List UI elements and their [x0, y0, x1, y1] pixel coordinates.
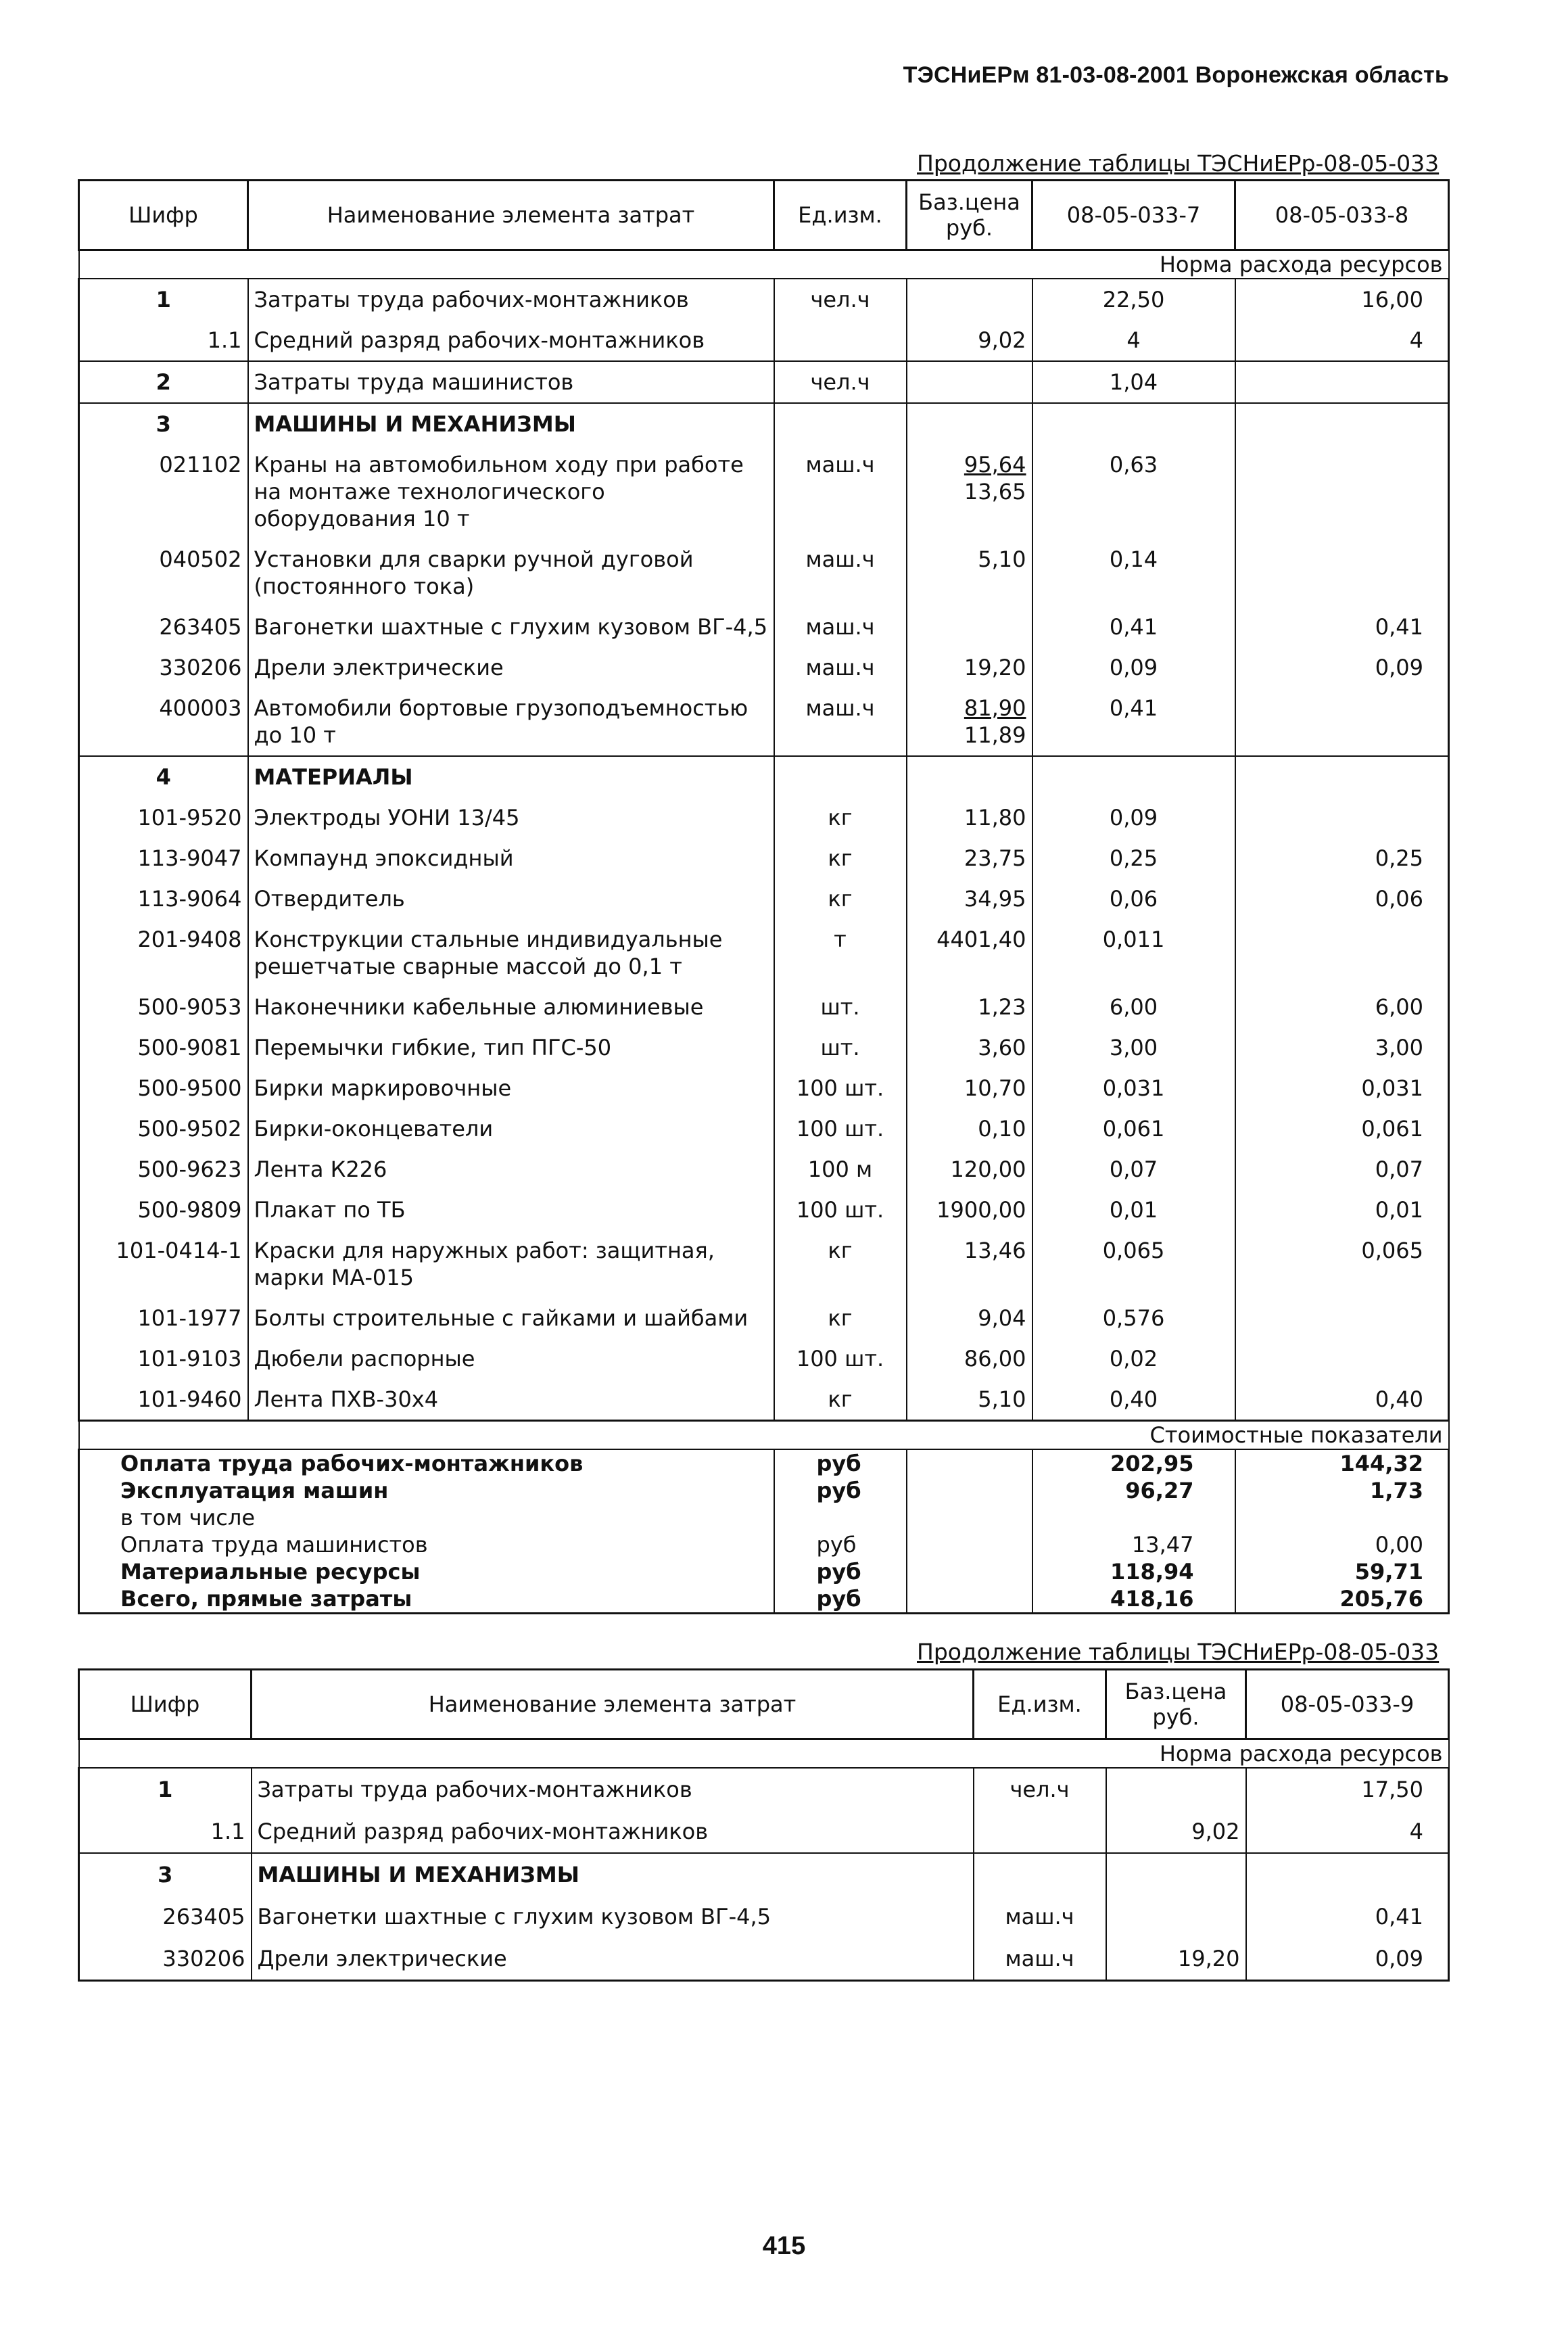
row-value-7: 0,576: [1032, 1298, 1235, 1338]
row-value-8: 0,09: [1235, 647, 1449, 688]
cost-unit: [774, 1504, 907, 1531]
row-value-7: 0,07: [1032, 1149, 1235, 1190]
table-row: [79, 1810, 1449, 1853]
row-name: Затраты труда рабочих-монтажников: [248, 279, 774, 320]
cost-value-7: 202,95: [1032, 1449, 1235, 1477]
row-name: Бирки маркировочные: [248, 1068, 774, 1108]
row-price-value: 19,20: [964, 655, 1026, 680]
table-row: [79, 361, 1449, 403]
row-value-7: 0,065: [1032, 1230, 1235, 1298]
resource-table-1: [78, 179, 1450, 1614]
cost-empty: [907, 1531, 1032, 1558]
row-price-value: 81,90: [964, 695, 1026, 721]
row-unit: маш.ч: [974, 1938, 1106, 1981]
row-price: [907, 1338, 1032, 1379]
row-code: 101-1977: [79, 1298, 248, 1338]
row-value-8: [1235, 444, 1449, 539]
row-price: [1106, 1896, 1246, 1938]
row-unit: кг: [774, 1298, 907, 1338]
row-unit: 100 шт.: [774, 1190, 907, 1230]
row-price: [907, 797, 1032, 838]
table-row: [79, 1338, 1449, 1379]
table-row: [79, 1768, 1449, 1810]
row-unit: 100 шт.: [774, 1338, 907, 1379]
row-price: [907, 1379, 1032, 1421]
row-price-value: 3,60: [978, 1035, 1026, 1060]
row-name: Перемычки гибкие, тип ПГС-50: [248, 1027, 774, 1068]
row-code: 021102: [79, 444, 248, 539]
table-row: [79, 539, 1449, 607]
cost-empty: [907, 1449, 1032, 1477]
row-code: 201-9408: [79, 919, 248, 987]
cost-label: Стоимостные показатели: [79, 1421, 1449, 1450]
row-price: [907, 607, 1032, 647]
row-price-value: 9,04: [978, 1305, 1026, 1331]
row-price-value: 11,80: [964, 805, 1026, 830]
cost-empty: [907, 1558, 1032, 1585]
row-price: [907, 539, 1032, 607]
row-name: МАШИНЫ И МЕХАНИЗМЫ: [248, 403, 774, 444]
row-unit: чел.ч: [974, 1768, 1106, 1810]
col-header-code: Шифр: [79, 1670, 252, 1739]
row-name: Лента ПХВ-30х4: [248, 1379, 774, 1421]
row-code: 500-9500: [79, 1068, 248, 1108]
col-header-name: Наименование элемента затрат: [252, 1670, 974, 1739]
cost-value-8: 205,76: [1235, 1585, 1449, 1614]
table-row: [79, 1298, 1449, 1338]
cost-value-8: [1235, 1504, 1449, 1531]
row-unit: 100 шт.: [774, 1108, 907, 1149]
row-name: Краски для наружных работ: защитная, марки МА-015: [248, 1230, 774, 1298]
row-price-value: 13,46: [964, 1238, 1026, 1263]
row-unit: маш.ч: [774, 444, 907, 539]
row-unit: маш.ч: [774, 688, 907, 756]
row-value-7: 0,06: [1032, 879, 1235, 919]
table-row: [79, 1027, 1449, 1068]
resource-table-2: [78, 1668, 1450, 1982]
table-row: [79, 1108, 1449, 1149]
row-code: 113-9064: [79, 879, 248, 919]
row-unit: маш.ч: [774, 607, 907, 647]
row-unit: чел.ч: [774, 361, 907, 403]
row-code: 1: [79, 279, 248, 320]
cost-value-8: 0,00: [1235, 1531, 1449, 1558]
row-name: Установки для сварки ручной дуговой (постоянного тока): [248, 539, 774, 607]
table-row: [79, 1379, 1449, 1421]
row-name: Наконечники кабельные алюминиевые: [248, 987, 774, 1027]
row-value-9: 0,09: [1246, 1938, 1449, 1981]
row-price: 19,20: [1106, 1938, 1246, 1981]
row-price: [907, 1190, 1032, 1230]
row-code: 263405: [79, 607, 248, 647]
cost-empty: [907, 1585, 1032, 1614]
row-code: 113-9047: [79, 838, 248, 879]
table-row: [79, 1190, 1449, 1230]
row-price: [907, 647, 1032, 688]
row-name: Электроды УОНИ 13/45: [248, 797, 774, 838]
row-code: 4: [79, 756, 248, 797]
row-value-8: 0,41: [1235, 607, 1449, 647]
row-price: [907, 838, 1032, 879]
row-value-7: 22,50: [1032, 279, 1235, 320]
row-code: 500-9502: [79, 1108, 248, 1149]
table1-header-row: [79, 181, 1449, 250]
row-price: [907, 688, 1032, 756]
row-name: Дрели электрические: [248, 647, 774, 688]
row-price: [907, 879, 1032, 919]
row-unit: 100 шт.: [774, 1068, 907, 1108]
row-code: 1: [79, 1768, 252, 1810]
row-value-8: [1235, 797, 1449, 838]
row-value-7: 0,14: [1032, 539, 1235, 607]
row-value-8: 0,06: [1235, 879, 1449, 919]
cost-unit: руб: [774, 1585, 907, 1614]
row-price: [907, 1298, 1032, 1338]
row-value-9: 0,41: [1246, 1896, 1449, 1938]
col-header-unit: Ед.изм.: [974, 1670, 1106, 1739]
row-unit: [974, 1810, 1106, 1853]
table-row: [79, 403, 1449, 444]
row-value-8: 0,40: [1235, 1379, 1449, 1421]
row-code: 263405: [79, 1896, 252, 1938]
row-name: Краны на автомобильном ходу при работе на монтаже технологического оборудования 10 т: [248, 444, 774, 539]
cost-name: Материальные ресурсы: [79, 1558, 774, 1585]
row-unit: кг: [774, 797, 907, 838]
row-price: [1106, 1853, 1246, 1896]
row-name: Вагонетки шахтные с глухим кузовом ВГ-4,5: [252, 1896, 974, 1938]
row-price-value: 120,00: [950, 1156, 1026, 1182]
table-row: [79, 1853, 1449, 1896]
row-value-7: 0,011: [1032, 919, 1235, 987]
cost-row: [79, 1504, 1449, 1531]
row-value-7: 0,25: [1032, 838, 1235, 879]
row-price-value: 95,64: [964, 452, 1026, 477]
row-code: 2: [79, 361, 248, 403]
table-row: [79, 797, 1449, 838]
cost-value-7: 96,27: [1032, 1477, 1235, 1504]
row-price: [907, 756, 1032, 797]
table2-caption: Продолжение таблицы ТЭСНиЕРр-08-05-033: [917, 1639, 1440, 1665]
table-row: [79, 756, 1449, 797]
row-name: Затраты труда машинистов: [248, 361, 774, 403]
row-name: Дюбели распорные: [248, 1338, 774, 1379]
row-name: Компаунд эпоксидный: [248, 838, 774, 879]
row-value-7: 0,41: [1032, 607, 1235, 647]
row-value-7: [1032, 403, 1235, 444]
table-row: [79, 1149, 1449, 1190]
row-price: [907, 1108, 1032, 1149]
col-header-code: Шифр: [79, 181, 248, 250]
table-row: [79, 1230, 1449, 1298]
cost-value-7: 418,16: [1032, 1585, 1235, 1614]
row-price: [907, 444, 1032, 539]
row-name: Средний разряд рабочих-монтажников: [248, 320, 774, 361]
row-value-7: 0,40: [1032, 1379, 1235, 1421]
cost-value-8: 144,32: [1235, 1449, 1449, 1477]
table-row: [79, 879, 1449, 919]
row-value-8: 16,00: [1235, 279, 1449, 320]
row-value-7: 0,63: [1032, 444, 1235, 539]
cost-row: [79, 1477, 1449, 1504]
row-unit: [974, 1853, 1106, 1896]
row-value-7: 6,00: [1032, 987, 1235, 1027]
table-row: [79, 688, 1449, 756]
col-header-price: Баз.цена руб.: [907, 181, 1032, 250]
row-price: [1106, 1768, 1246, 1810]
row-price: [907, 987, 1032, 1027]
col-header-name: Наименование элемента затрат: [248, 181, 774, 250]
row-price: [907, 1027, 1032, 1068]
row-code: 040502: [79, 539, 248, 607]
cost-value-7: 118,94: [1032, 1558, 1235, 1585]
row-unit: кг: [774, 1379, 907, 1421]
table-row: [79, 320, 1449, 361]
row-price: [907, 403, 1032, 444]
cost-empty: [907, 1477, 1032, 1504]
table-row: [79, 607, 1449, 647]
row-name: Дрели электрические: [252, 1938, 974, 1981]
cost-empty: [907, 1504, 1032, 1531]
row-value-8: 0,031: [1235, 1068, 1449, 1108]
row-value-8: 0,01: [1235, 1190, 1449, 1230]
col-header-unit: Ед.изм.: [774, 181, 907, 250]
row-unit: [774, 320, 907, 361]
row-price-value: 0,10: [978, 1116, 1026, 1142]
row-name: Вагонетки шахтные с глухим кузовом ВГ-4,5: [248, 607, 774, 647]
row-code: 500-9623: [79, 1149, 248, 1190]
table-row: [79, 987, 1449, 1027]
col-header-7: 08-05-033-7: [1032, 181, 1235, 250]
row-name: Автомобили бортовые грузоподъемностью до 10 т: [248, 688, 774, 756]
cost-unit: руб: [774, 1531, 907, 1558]
row-name: Плакат по ТБ: [248, 1190, 774, 1230]
row-name: МАТЕРИАЛЫ: [248, 756, 774, 797]
row-value-7: 4: [1032, 320, 1235, 361]
row-value-7: 0,031: [1032, 1068, 1235, 1108]
row-code: 3: [79, 403, 248, 444]
cost-name: в том числе: [79, 1504, 774, 1531]
cost-row: [79, 1585, 1449, 1614]
row-name: Затраты труда рабочих-монтажников: [252, 1768, 974, 1810]
cost-unit: руб: [774, 1477, 907, 1504]
row-price-machinist: 13,65: [964, 479, 1026, 505]
row-unit: кг: [774, 838, 907, 879]
cost-value-7: [1032, 1504, 1235, 1531]
row-price: [907, 279, 1032, 320]
row-name: Бирки-оконцеватели: [248, 1108, 774, 1149]
row-price-value: 34,95: [964, 886, 1026, 912]
row-code: 101-9460: [79, 1379, 248, 1421]
row-unit: чел.ч: [774, 279, 907, 320]
row-name: Болты строительные с гайками и шайбами: [248, 1298, 774, 1338]
row-value-7: 0,01: [1032, 1190, 1235, 1230]
row-value-7: [1032, 756, 1235, 797]
norm-label: Норма расхода ресурсов: [79, 1739, 1449, 1769]
row-value-8: [1235, 361, 1449, 403]
row-code: 330206: [79, 647, 248, 688]
row-value-7: 1,04: [1032, 361, 1235, 403]
table2-header-row: [79, 1670, 1449, 1739]
row-name: Конструкции стальные индивидуальные решетчатые сварные массой до 0,1 т: [248, 919, 774, 987]
row-price-value: 10,70: [964, 1075, 1026, 1101]
col-header-8: 08-05-033-8: [1235, 181, 1449, 250]
row-price-value: 1900,00: [936, 1197, 1026, 1223]
row-code: 500-9081: [79, 1027, 248, 1068]
col-header-9: 08-05-033-9: [1246, 1670, 1449, 1739]
row-unit: 100 м: [774, 1149, 907, 1190]
row-value-8: [1235, 539, 1449, 607]
row-value-8: [1235, 403, 1449, 444]
row-value-9: 4: [1246, 1810, 1449, 1853]
row-name: Отвердитель: [248, 879, 774, 919]
row-price: [907, 1068, 1032, 1108]
row-value-8: 0,07: [1235, 1149, 1449, 1190]
row-value-7: 0,09: [1032, 797, 1235, 838]
row-price: [907, 1149, 1032, 1190]
cost-unit: руб: [774, 1449, 907, 1477]
row-unit: [774, 403, 907, 444]
row-value-8: [1235, 1338, 1449, 1379]
table-row: [79, 919, 1449, 987]
row-name: МАШИНЫ И МЕХАНИЗМЫ: [252, 1853, 974, 1896]
table-row: [79, 1068, 1449, 1108]
row-unit: [774, 756, 907, 797]
row-price: [907, 919, 1032, 987]
row-value-9: 17,50: [1246, 1768, 1449, 1810]
row-price-value: 4401,40: [936, 927, 1026, 952]
row-unit: кг: [774, 879, 907, 919]
row-value-8: 0,25: [1235, 838, 1449, 879]
cost-value-8: 59,71: [1235, 1558, 1449, 1585]
row-value-7: 0,41: [1032, 688, 1235, 756]
row-value-8: 4: [1235, 320, 1449, 361]
row-price-machinist: 11,89: [964, 722, 1026, 748]
row-unit: т: [774, 919, 907, 987]
row-price-value: 5,10: [978, 546, 1026, 572]
row-value-8: 0,061: [1235, 1108, 1449, 1149]
row-code: 1.1: [79, 1810, 252, 1853]
cost-value-7: 13,47: [1032, 1531, 1235, 1558]
cost-unit: руб: [774, 1558, 907, 1585]
row-code: 400003: [79, 688, 248, 756]
table1-caption: Продолжение таблицы ТЭСНиЕРр-08-05-033: [917, 150, 1440, 177]
row-value-8: [1235, 1298, 1449, 1338]
cost-row: [79, 1449, 1449, 1477]
cost-label-row: [79, 1421, 1449, 1450]
row-value-7: 0,02: [1032, 1338, 1235, 1379]
cost-name: Оплата труда рабочих-монтажников: [79, 1449, 774, 1477]
row-value-7: 0,09: [1032, 647, 1235, 688]
row-price: [907, 320, 1032, 361]
row-name: Средний разряд рабочих-монтажников: [252, 1810, 974, 1853]
row-value-8: [1235, 919, 1449, 987]
row-value-8: 3,00: [1235, 1027, 1449, 1068]
row-unit: шт.: [774, 987, 907, 1027]
row-unit: маш.ч: [974, 1896, 1106, 1938]
col-header-price: Баз.цена руб.: [1106, 1670, 1246, 1739]
norm-label-row: [79, 1739, 1449, 1769]
row-price-value: 9,02: [978, 327, 1026, 353]
row-code: 500-9053: [79, 987, 248, 1027]
cost-name: Оплата труда машинистов: [79, 1531, 774, 1558]
table-row: [79, 1938, 1449, 1981]
cost-name: Всего, прямые затраты: [79, 1585, 774, 1614]
row-price: 9,02: [1106, 1810, 1246, 1853]
row-value-7: 3,00: [1032, 1027, 1235, 1068]
row-price-value: 86,00: [964, 1346, 1026, 1372]
row-name: Лента К226: [248, 1149, 774, 1190]
table-row: [79, 444, 1449, 539]
row-value-8: [1235, 688, 1449, 756]
row-code: 3: [79, 1853, 252, 1896]
row-value-9: [1246, 1853, 1449, 1896]
row-price-value: 5,10: [978, 1386, 1026, 1412]
row-code: 101-0414-1: [79, 1230, 248, 1298]
row-unit: маш.ч: [774, 647, 907, 688]
row-price-value: 23,75: [964, 845, 1026, 871]
cost-row: [79, 1531, 1449, 1558]
row-unit: шт.: [774, 1027, 907, 1068]
row-code: 330206: [79, 1938, 252, 1981]
row-unit: кг: [774, 1230, 907, 1298]
row-code: 101-9103: [79, 1338, 248, 1379]
page-number: 415: [762, 2232, 806, 2260]
row-value-8: 0,065: [1235, 1230, 1449, 1298]
row-value-8: [1235, 756, 1449, 797]
table-row: [79, 279, 1449, 320]
norm-label: Норма расхода ресурсов: [79, 250, 1449, 279]
cost-value-8: 1,73: [1235, 1477, 1449, 1504]
row-code: 101-9520: [79, 797, 248, 838]
cost-row: [79, 1558, 1449, 1585]
table-row: [79, 647, 1449, 688]
row-price: [907, 361, 1032, 403]
cost-name: Эксплуатация машин: [79, 1477, 774, 1504]
row-value-8: 6,00: [1235, 987, 1449, 1027]
row-code: 1.1: [79, 320, 248, 361]
norm-label-row: [79, 250, 1449, 279]
table-row: [79, 838, 1449, 879]
row-unit: маш.ч: [774, 539, 907, 607]
page-header-title: ТЭСНиЕРм 81-03-08-2001 Воронежская область: [903, 62, 1449, 88]
row-code: 500-9809: [79, 1190, 248, 1230]
row-price: [907, 1230, 1032, 1298]
row-price-value: 1,23: [978, 994, 1026, 1020]
table-row: [79, 1896, 1449, 1938]
row-value-7: 0,061: [1032, 1108, 1235, 1149]
